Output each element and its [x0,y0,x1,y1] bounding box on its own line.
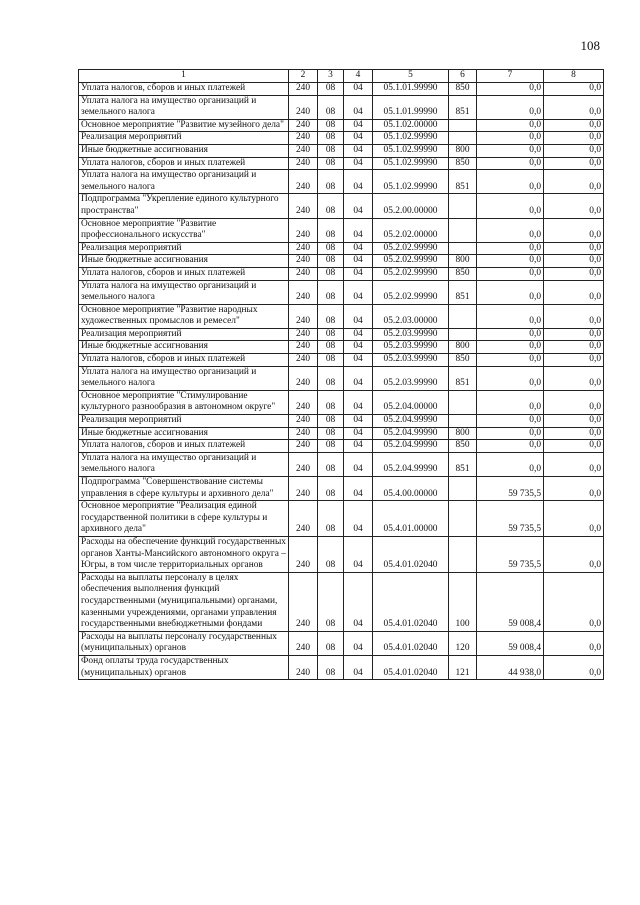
section-cell: 08 [318,119,344,132]
expense-type-cell: 851 [449,170,477,194]
code-cell: 240 [289,242,318,255]
table-row [79,328,604,341]
amount-cell: 0,0 [544,255,604,268]
code-cell: 240 [289,157,318,170]
row-name-cell: Подпрограмма "Совершенствование системы управления в сфере культуры и архивного дела" [79,477,289,501]
row-name-cell: Основное мероприятие "Развитие профессионального искусства" [79,218,289,242]
table-row [79,304,604,328]
amount-cell: 59 008,4 [477,631,544,655]
row-name-cell: Уплата налога на имущество организаций и земельного налога [79,170,289,194]
row-name-cell: Расходы на обеспечение функций государственных органов Ханты-Мансийского автономного округа – Югры, в том числе территориальных органов [79,536,289,572]
row-name-cell: Уплата налога на имущество организаций и земельного налога [79,280,289,304]
table-row [79,427,604,440]
expense-type-cell: 850 [449,157,477,170]
subsection-cell: 04 [344,415,373,428]
row-name-cell: Иные бюджетные ассигнования [79,144,289,157]
code-cell: 240 [289,536,318,572]
target-article-cell: 05.2.03.00000 [373,304,449,328]
row-name-cell: Иные бюджетные ассигнования [79,427,289,440]
row-name-cell: Основное мероприятие "Реализация единой государственной политики в сфере культуры и архивного дела" [79,501,289,537]
table-row [79,280,604,304]
subsection-cell: 04 [344,194,373,218]
amount-cell: 0,0 [544,477,604,501]
target-article-cell: 05.2.03.99990 [373,328,449,341]
expense-type-cell: 850 [449,267,477,280]
table-row [79,415,604,428]
code-cell: 240 [289,132,318,145]
section-cell: 08 [318,427,344,440]
section-cell: 08 [318,255,344,268]
row-name-cell: Уплата налога на имущество организаций и земельного налога [79,95,289,119]
amount-cell: 0,0 [477,132,544,145]
table-row [79,341,604,354]
target-article-cell: 05.1.01.99990 [373,83,449,96]
row-name-cell: Основное мероприятие "Развитие музейного дела" [79,119,289,132]
expense-type-cell: 800 [449,341,477,354]
amount-cell: 0,0 [544,304,604,328]
section-cell: 08 [318,536,344,572]
amount-cell: 59 735,5 [477,501,544,537]
section-cell: 08 [318,631,344,655]
target-article-cell: 05.2.04.00000 [373,390,449,414]
amount-cell: 59 735,5 [477,536,544,572]
amount-cell: 0,0 [544,415,604,428]
section-cell: 08 [318,328,344,341]
budget-table [78,69,604,680]
code-cell: 240 [289,452,318,476]
column-header: 2 [289,70,318,83]
column-header: 8 [544,70,604,83]
row-name-cell: Расходы на выплаты персоналу в целях обеспечения выполнения функций государственными (муниципальными) органами, казенными учреждениями, органами управления государственными внебюджетными фондами [79,572,289,631]
amount-cell: 0,0 [477,242,544,255]
code-cell: 240 [289,427,318,440]
table-row [79,95,604,119]
expense-type-cell [449,415,477,428]
code-cell: 240 [289,255,318,268]
expense-type-cell [449,132,477,145]
code-cell: 240 [289,341,318,354]
code-cell: 240 [289,366,318,390]
expense-type-cell: 851 [449,280,477,304]
code-cell: 240 [289,194,318,218]
row-name-cell: Реализация мероприятий [79,415,289,428]
row-name-cell: Реализация мероприятий [79,242,289,255]
expense-type-cell [449,501,477,537]
section-cell: 08 [318,477,344,501]
amount-cell: 0,0 [544,366,604,390]
expense-type-cell [449,194,477,218]
expense-type-cell [449,328,477,341]
amount-cell: 0,0 [544,144,604,157]
subsection-cell: 04 [344,280,373,304]
row-name-cell: Иные бюджетные ассигнования [79,255,289,268]
row-name-cell: Уплата налогов, сборов и иных платежей [79,83,289,96]
subsection-cell: 04 [344,328,373,341]
amount-cell: 0,0 [477,119,544,132]
subsection-cell: 04 [344,255,373,268]
table-row [79,242,604,255]
table-row [79,132,604,145]
code-cell: 240 [289,572,318,631]
amount-cell: 0,0 [477,304,544,328]
section-cell: 08 [318,95,344,119]
section-cell: 08 [318,132,344,145]
target-article-cell: 05.2.02.99990 [373,280,449,304]
amount-cell: 59 008,4 [477,572,544,631]
subsection-cell: 04 [344,427,373,440]
target-article-cell: 05.1.02.99990 [373,170,449,194]
expense-type-cell: 850 [449,83,477,96]
section-cell: 08 [318,354,344,367]
subsection-cell: 04 [344,572,373,631]
amount-cell: 0,0 [544,354,604,367]
section-cell: 08 [318,170,344,194]
expense-type-cell: 100 [449,572,477,631]
amount-cell: 0,0 [544,427,604,440]
subsection-cell: 04 [344,536,373,572]
target-article-cell: 05.1.02.00000 [373,119,449,132]
table-row [79,354,604,367]
subsection-cell: 04 [344,477,373,501]
column-header: 6 [449,70,477,83]
table-row [79,267,604,280]
subsection-cell: 04 [344,218,373,242]
expense-type-cell: 121 [449,655,477,679]
amount-cell: 0,0 [477,157,544,170]
amount-cell: 0,0 [544,440,604,453]
expense-type-cell: 850 [449,354,477,367]
section-cell: 08 [318,572,344,631]
column-header: 3 [318,70,344,83]
row-name-cell: Уплата налогов, сборов и иных платежей [79,440,289,453]
amount-cell: 0,0 [477,328,544,341]
column-header: 4 [344,70,373,83]
expense-type-cell [449,477,477,501]
expense-type-cell [449,119,477,132]
section-cell: 08 [318,366,344,390]
code-cell: 240 [289,218,318,242]
subsection-cell: 04 [344,452,373,476]
code-cell: 240 [289,304,318,328]
amount-cell: 0,0 [544,655,604,679]
code-cell: 240 [289,170,318,194]
table-row [79,218,604,242]
subsection-cell: 04 [344,390,373,414]
amount-cell: 0,0 [477,255,544,268]
code-cell: 240 [289,501,318,537]
table-row [79,144,604,157]
amount-cell: 0,0 [477,170,544,194]
section-cell: 08 [318,280,344,304]
section-cell: 08 [318,83,344,96]
code-cell: 240 [289,83,318,96]
target-article-cell: 05.2.04.99990 [373,415,449,428]
section-cell: 08 [318,440,344,453]
target-article-cell: 05.1.02.99990 [373,132,449,145]
subsection-cell: 04 [344,440,373,453]
code-cell: 240 [289,440,318,453]
expense-type-cell [449,218,477,242]
subsection-cell: 04 [344,631,373,655]
row-name-cell: Уплата налога на имущество организаций и земельного налога [79,452,289,476]
header-row [79,70,604,83]
expense-type-cell: 120 [449,631,477,655]
subsection-cell: 04 [344,83,373,96]
amount-cell: 0,0 [544,83,604,96]
section-cell: 08 [318,267,344,280]
target-article-cell: 05.2.04.99990 [373,452,449,476]
target-article-cell: 05.1.02.99990 [373,144,449,157]
section-cell: 08 [318,501,344,537]
subsection-cell: 04 [344,655,373,679]
row-name-cell: Фонд оплаты труда государственных (муниципальных) органов [79,655,289,679]
subsection-cell: 04 [344,501,373,537]
target-article-cell: 05.2.03.99990 [373,366,449,390]
code-cell: 240 [289,477,318,501]
table-row [79,501,604,537]
section-cell: 08 [318,655,344,679]
row-name-cell: Подпрограмма "Укрепление единого культурного пространства" [79,194,289,218]
amount-cell: 0,0 [477,415,544,428]
section-cell: 08 [318,144,344,157]
table-row [79,452,604,476]
subsection-cell: 04 [344,242,373,255]
section-cell: 08 [318,341,344,354]
subsection-cell: 04 [344,304,373,328]
amount-cell: 0,0 [544,390,604,414]
amount-cell: 0,0 [477,83,544,96]
code-cell: 240 [289,631,318,655]
subsection-cell: 04 [344,267,373,280]
section-cell: 08 [318,242,344,255]
amount-cell: 0,0 [544,157,604,170]
amount-cell: 0,0 [544,631,604,655]
code-cell: 240 [289,267,318,280]
expense-type-cell: 851 [449,366,477,390]
table-row [79,631,604,655]
code-cell: 240 [289,415,318,428]
amount-cell: 0,0 [544,341,604,354]
page-number: 108 [580,38,600,53]
subsection-cell: 04 [344,132,373,145]
amount-cell: 0,0 [477,354,544,367]
column-header: 5 [373,70,449,83]
row-name-cell: Реализация мероприятий [79,132,289,145]
code-cell: 240 [289,280,318,304]
table-row [79,390,604,414]
amount-cell: 0,0 [544,194,604,218]
row-name-cell: Иные бюджетные ассигнования [79,341,289,354]
row-name-cell: Уплата налога на имущество организаций и земельного налога [79,366,289,390]
row-name-cell: Уплата налогов, сборов и иных платежей [79,354,289,367]
section-cell: 08 [318,304,344,328]
code-cell: 240 [289,144,318,157]
amount-cell: 0,0 [544,501,604,537]
target-article-cell: 05.4.01.02040 [373,572,449,631]
subsection-cell: 04 [344,341,373,354]
amount-cell: 0,0 [544,328,604,341]
subsection-cell: 04 [344,144,373,157]
amount-cell: 0,0 [544,242,604,255]
target-article-cell: 05.2.00.00000 [373,194,449,218]
section-cell: 08 [318,194,344,218]
amount-cell: 0,0 [477,144,544,157]
amount-cell: 0,0 [544,572,604,631]
row-name-cell: Уплата налогов, сборов и иных платежей [79,267,289,280]
target-article-cell: 05.2.03.99990 [373,341,449,354]
table-row [79,255,604,268]
amount-cell: 0,0 [477,95,544,119]
expense-type-cell [449,304,477,328]
table-row [79,366,604,390]
section-cell: 08 [318,452,344,476]
amount-cell: 0,0 [477,427,544,440]
section-cell: 08 [318,415,344,428]
amount-cell: 0,0 [477,366,544,390]
target-article-cell: 05.4.01.02040 [373,655,449,679]
row-name-cell: Уплата налогов, сборов и иных платежей [79,157,289,170]
table-row [79,536,604,572]
subsection-cell: 04 [344,95,373,119]
amount-cell: 0,0 [544,95,604,119]
amount-cell: 0,0 [544,119,604,132]
amount-cell: 0,0 [477,267,544,280]
subsection-cell: 04 [344,119,373,132]
target-article-cell: 05.4.01.00000 [373,501,449,537]
subsection-cell: 04 [344,170,373,194]
table-row [79,655,604,679]
amount-cell: 0,0 [544,536,604,572]
expense-type-cell: 800 [449,427,477,440]
expense-type-cell [449,390,477,414]
amount-cell: 0,0 [544,170,604,194]
expense-type-cell: 800 [449,255,477,268]
row-name-cell: Основное мероприятие "Развитие народных художественных промыслов и ремесел" [79,304,289,328]
target-article-cell: 05.2.02.00000 [373,218,449,242]
target-article-cell: 05.2.02.99990 [373,267,449,280]
amount-cell: 0,0 [477,341,544,354]
subsection-cell: 04 [344,366,373,390]
column-header: 7 [477,70,544,83]
expense-type-cell: 851 [449,452,477,476]
amount-cell: 0,0 [477,280,544,304]
amount-cell: 44 938,0 [477,655,544,679]
target-article-cell: 05.1.01.99990 [373,95,449,119]
code-cell: 240 [289,95,318,119]
target-article-cell: 05.4.00.00000 [373,477,449,501]
amount-cell: 59 735,5 [477,477,544,501]
subsection-cell: 04 [344,354,373,367]
expense-type-cell: 850 [449,440,477,453]
section-cell: 08 [318,157,344,170]
target-article-cell: 05.2.04.99990 [373,440,449,453]
expense-type-cell: 800 [449,144,477,157]
amount-cell: 0,0 [477,452,544,476]
code-cell: 240 [289,655,318,679]
column-header: 1 [79,70,289,83]
code-cell: 240 [289,390,318,414]
code-cell: 240 [289,328,318,341]
table-row [79,440,604,453]
amount-cell: 0,0 [477,218,544,242]
amount-cell: 0,0 [477,390,544,414]
expense-type-cell [449,242,477,255]
row-name-cell: Основное мероприятие "Стимулирование культурного разнообразия в автономном округе" [79,390,289,414]
table-row [79,194,604,218]
target-article-cell: 05.1.02.99990 [373,157,449,170]
row-name-cell: Реализация мероприятий [79,328,289,341]
amount-cell: 0,0 [477,440,544,453]
table-row [79,83,604,96]
amount-cell: 0,0 [544,132,604,145]
target-article-cell: 05.2.04.99990 [373,427,449,440]
amount-cell: 0,0 [477,194,544,218]
section-cell: 08 [318,218,344,242]
code-cell: 240 [289,119,318,132]
code-cell: 240 [289,354,318,367]
table-row [79,477,604,501]
table-row [79,157,604,170]
table-row [79,170,604,194]
target-article-cell: 05.2.02.99990 [373,242,449,255]
amount-cell: 0,0 [544,280,604,304]
table-body [79,83,604,680]
subsection-cell: 04 [344,157,373,170]
amount-cell: 0,0 [544,267,604,280]
target-article-cell: 05.4.01.02040 [373,631,449,655]
table-row [79,119,604,132]
amount-cell: 0,0 [544,452,604,476]
expense-type-cell [449,536,477,572]
row-name-cell: Расходы на выплаты персоналу государственных (муниципальных) органов [79,631,289,655]
amount-cell: 0,0 [544,218,604,242]
expense-type-cell: 851 [449,95,477,119]
section-cell: 08 [318,390,344,414]
target-article-cell: 05.2.03.99990 [373,354,449,367]
target-article-cell: 05.4.01.02040 [373,536,449,572]
table-row [79,572,604,631]
target-article-cell: 05.2.02.99990 [373,255,449,268]
